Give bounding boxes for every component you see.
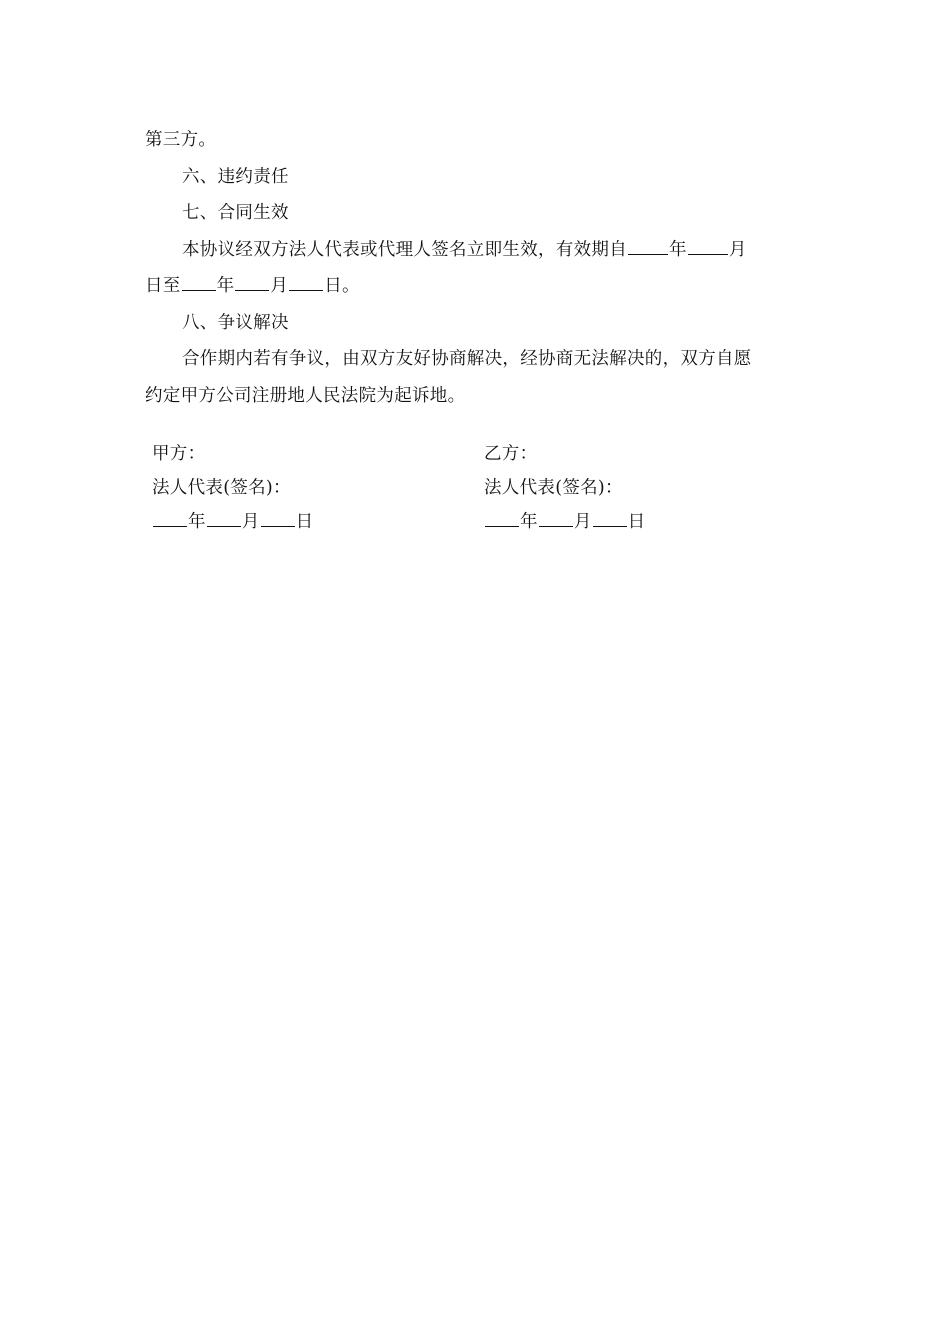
section-heading-breach: 六、违约责任 bbox=[182, 166, 289, 187]
dispute-clause-line-1: 合作期内若有争议，由双方友好协商解决，经协商无法解决的，双方自愿 bbox=[182, 349, 752, 369]
blank-month-end bbox=[235, 272, 269, 291]
signature-block-party-a bbox=[152, 437, 313, 539]
party-a-year-label: 年 bbox=[188, 512, 206, 532]
party-a-date bbox=[152, 505, 313, 539]
document-body bbox=[145, 122, 810, 414]
party-a-rep-label: 法人代表(签名)： bbox=[152, 478, 291, 498]
party-b-date bbox=[484, 505, 645, 539]
month-label-2: 月 bbox=[270, 276, 289, 296]
effect-clause-line-2 bbox=[145, 268, 810, 305]
day-label-2: 日。 bbox=[324, 276, 360, 296]
blank-a-month bbox=[207, 508, 241, 527]
section-heading-effect: 七、合同生效 bbox=[182, 203, 289, 223]
blank-b-day bbox=[593, 508, 627, 527]
blank-a-day bbox=[261, 508, 295, 527]
dispute-clause-line-2: 约定甲方公司注册地人民法院为起诉地。 bbox=[145, 385, 466, 406]
party-b-label: 乙方： bbox=[484, 444, 538, 464]
blank-day-end bbox=[289, 272, 323, 291]
party-a-month-label: 月 bbox=[241, 512, 260, 532]
blank-year-end bbox=[182, 272, 216, 291]
month-label: 月 bbox=[728, 239, 747, 260]
day-to-label: 日至 bbox=[145, 276, 181, 296]
party-b-year-label: 年 bbox=[520, 512, 538, 532]
effect-clause-text: 本协议经双方法人代表或代理人签名立即生效，有效期自 bbox=[182, 239, 627, 260]
year-label: 年 bbox=[669, 239, 687, 260]
paragraph-continuation: 第三方。 bbox=[145, 130, 217, 150]
section-heading-dispute: 八、争议解决 bbox=[182, 312, 289, 333]
blank-year-start bbox=[628, 236, 668, 255]
blank-month-start bbox=[688, 236, 728, 255]
year-label-2: 年 bbox=[216, 276, 235, 296]
blank-b-month bbox=[539, 508, 573, 527]
party-b-day-label: 日 bbox=[627, 512, 646, 532]
party-a-label: 甲方： bbox=[152, 444, 206, 464]
party-b-month-label: 月 bbox=[573, 512, 592, 532]
blank-a-year bbox=[153, 508, 187, 527]
effect-clause-line-1 bbox=[145, 232, 810, 269]
signature-block-party-b bbox=[484, 437, 645, 539]
party-a-day-label: 日 bbox=[295, 512, 314, 532]
party-b-rep-label: 法人代表(签名)： bbox=[484, 478, 623, 498]
blank-b-year bbox=[485, 508, 519, 527]
